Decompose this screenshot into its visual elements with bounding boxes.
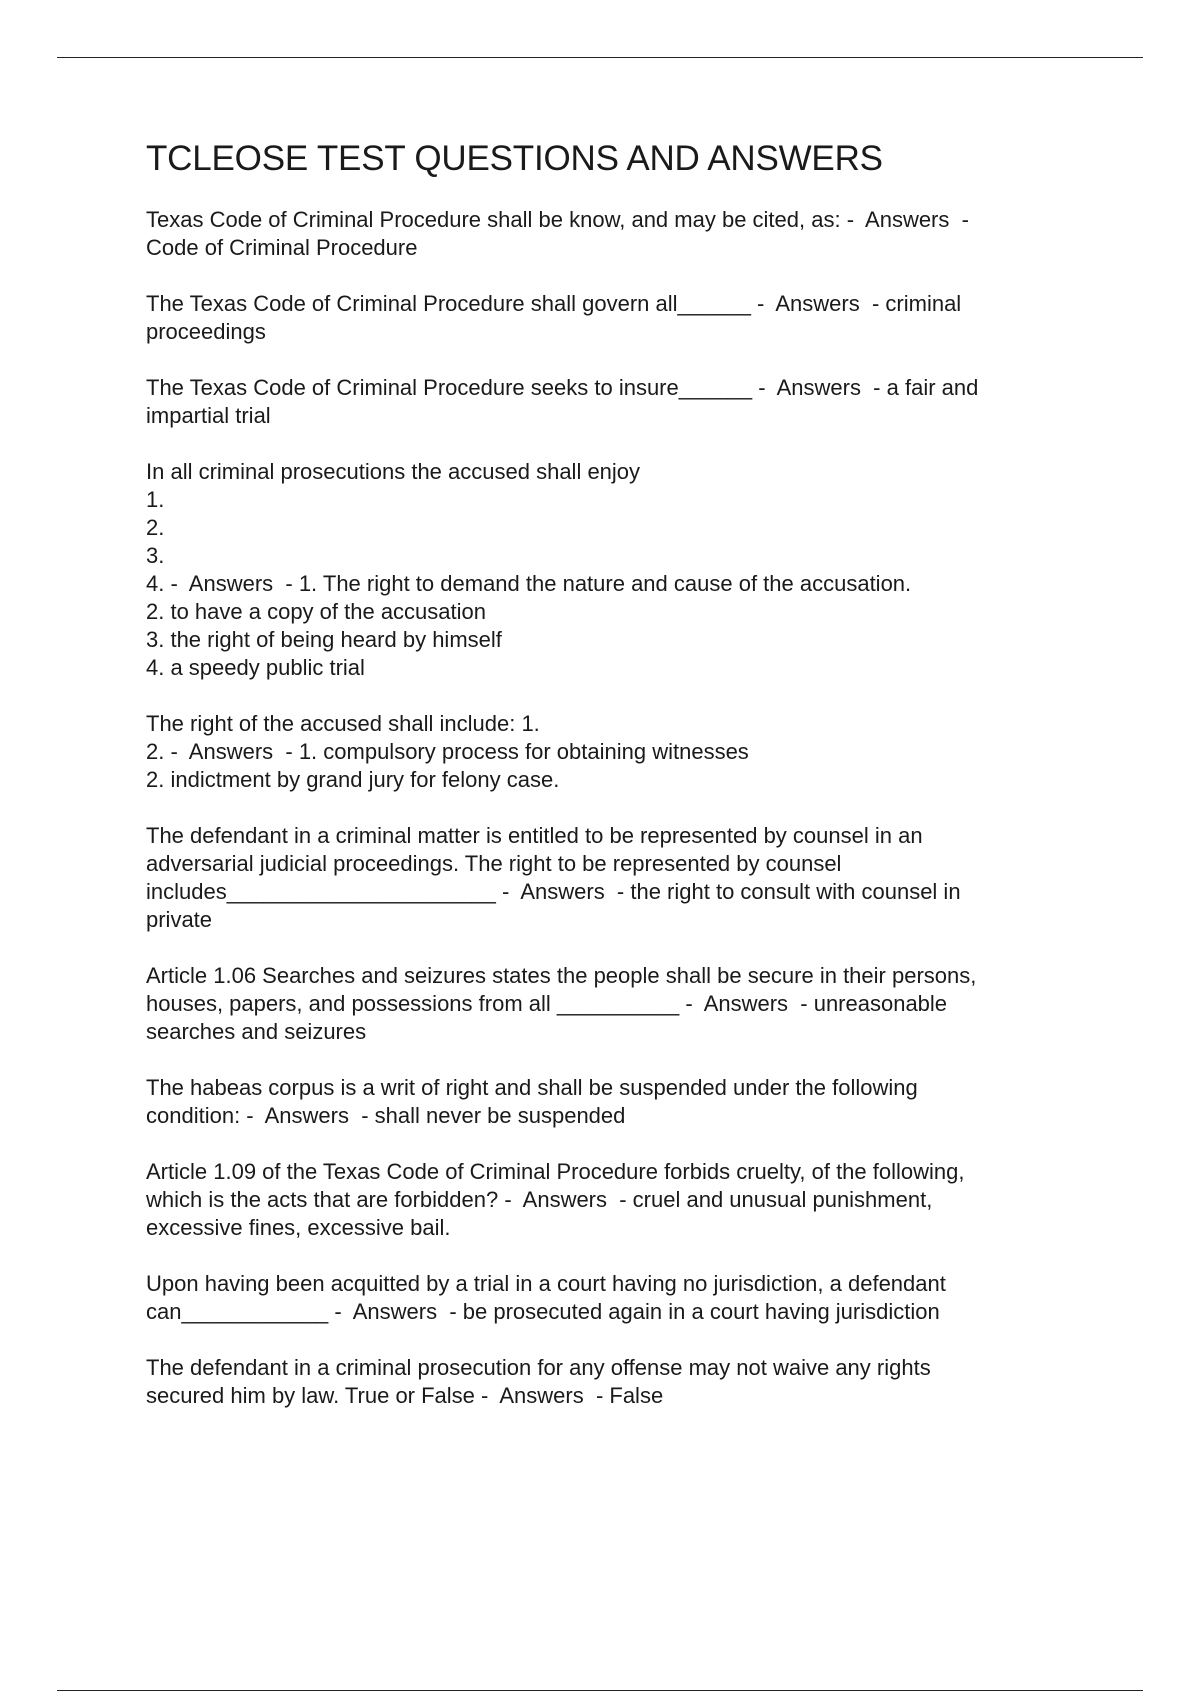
document-title: TCLEOSE TEST QUESTIONS AND ANSWERS [146, 139, 883, 178]
bottom-rule [57, 1690, 1143, 1691]
qa-item-5: The right of the accused shall include: 1. 2. - Answers - 1. compulsory process for obtaining witnesses 2. indictment by grand jury for felony case. [146, 711, 749, 792]
document-content [146, 138, 1081, 1438]
qa-item-10: Upon having been acquitted by a trial in a court having no jurisdiction, a defendant can____________ - Answers - be prosecuted again in a court having jurisdiction [146, 1271, 946, 1324]
qa-item-4: In all criminal prosecutions the accused shall enjoy 1. 2. 3. 4. - Answers - 1. The right to demand the nature and cause of the accusation. 2. to have a copy of the accusation 3. the right of being heard by himself 4. a speedy public trial [146, 459, 912, 680]
qa-item-1: Texas Code of Criminal Procedure shall be know, and may be cited, as: - Answers - Code of Criminal Procedure [146, 207, 969, 260]
qa-item-6: The defendant in a criminal matter is entitled to be represented by counsel in an adversarial judicial proceedings. The right to be represented by counsel includes______________________ - Answers - the right to consult with counsel in private [146, 823, 961, 932]
qa-item-7: Article 1.06 Searches and seizures states the people shall be secure in their persons, houses, papers, and possessions from all __________ - Answers - unreasonable searches and seizures [146, 963, 977, 1044]
qa-item-9: Article 1.09 of the Texas Code of Criminal Procedure forbids cruelty, of the following, which is the acts that are forbidden? - Answers - cruel and unusual punishment, excessive fines, excessive bail. [146, 1159, 965, 1240]
qa-item-11: The defendant in a criminal prosecution for any offense may not waive any rights secured him by law. True or False - Answers - False [146, 1355, 931, 1408]
top-rule [57, 57, 1143, 58]
qa-item-3: The Texas Code of Criminal Procedure seeks to insure______ - Answers - a fair and impartial trial [146, 375, 979, 428]
qa-item-2: The Texas Code of Criminal Procedure shall govern all______ - Answers - criminal proceedings [146, 291, 962, 344]
qa-item-8: The habeas corpus is a writ of right and shall be suspended under the following condition: - Answers - shall never be suspended [146, 1075, 918, 1128]
